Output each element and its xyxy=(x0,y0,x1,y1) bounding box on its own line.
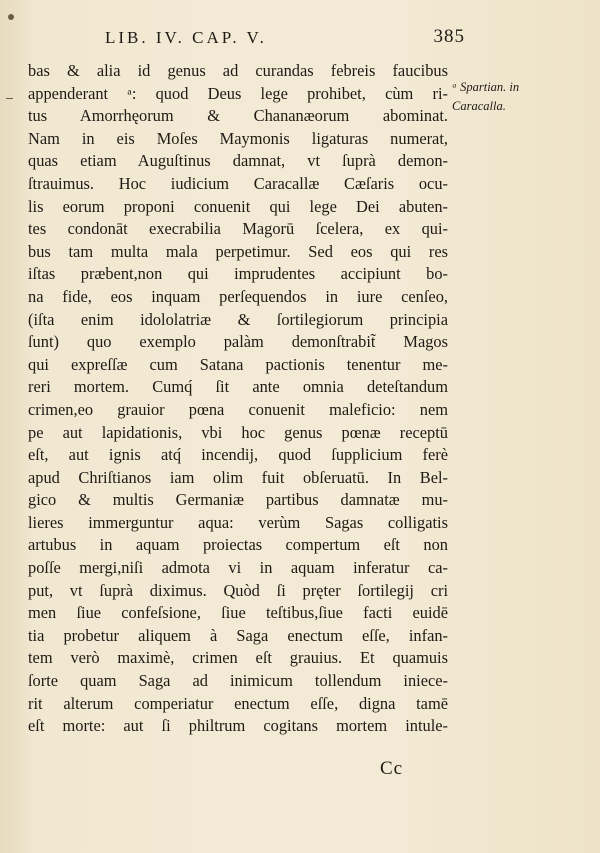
text-line: men ſiue confeſsione, ſiue teſtibus,ſiue facti euidē xyxy=(28,603,448,623)
text-line: bas & alia id genus ad curandas febreis faucibus xyxy=(28,61,448,80)
page-edge-mark xyxy=(8,14,14,20)
text-line: lis eorum proponi conuenit qui lege Dei abuten- xyxy=(28,196,448,216)
running-title: LIB. IV. CAP. V. xyxy=(105,28,267,47)
text-line: gico & multis Germaniæ partibus damnatæ mu- xyxy=(28,490,448,510)
text-line: tus Amorrhęorum & Chananæorum abominat. xyxy=(28,106,448,126)
text-line: eſt, aut ignis atq́ incendij, quod ſupplicium ferè xyxy=(28,445,448,465)
page-number: 385 xyxy=(433,26,465,47)
text-line: tia probetur aliquem à Saga enectum eſſe, infan- xyxy=(28,625,448,645)
text-line: put, vt ſuprà diximus. Quòd ſi pręter ſortilegij cri xyxy=(28,580,448,600)
text-line: tem verò maximè, crimen eſt grauius. Et quamuis xyxy=(28,648,448,668)
text-line: Nam in eis Moſes Maymonis ligaturas numerat, xyxy=(28,128,448,148)
catchword: Cc xyxy=(380,758,404,779)
text-line: tes condonāt execrabilia Magorū ſcelera, ex qui- xyxy=(28,219,448,239)
text-line: na fide, eos inquam perſequendos in iure cenſeo, xyxy=(28,286,448,306)
text-line: appenderant ᵃ: quod Deus lege prohibet, cùm ri- xyxy=(28,83,448,103)
text-line: crimen,eo grauior pœna conuenit maleficio: nem xyxy=(28,399,448,419)
text-line: ſunt) quo exemplo palàm demonſtrabit̃ Magos xyxy=(28,332,448,352)
text-line: apud Chriſtianos iam olim fuit obſeruatū. In Bel- xyxy=(28,467,448,487)
text-line: pe aut lapidationis, vbi hoc genus pœnæ receptū xyxy=(28,422,448,442)
text-line: quas etiam Auguſtinus damnat, vt ſuprà demon- xyxy=(28,151,448,171)
marginal-note-line: ᵃ Spartian. in xyxy=(452,80,520,94)
text-line: bus tam multa mala perpetimur. Sed eos qui res xyxy=(28,241,448,261)
text-line: qui expreſſæ cum Satana pactionis tenentur me- xyxy=(28,354,448,374)
text-line: reri mortem. Cumq́ ſit ante omnia deteſtandum xyxy=(28,377,448,397)
text-line: poſſe mergi,niſi admota vi in aquam inferatur ca- xyxy=(28,558,448,578)
marginal-note-line: Caracalla. xyxy=(452,99,506,113)
text-line: iſtas præbent,non qui imprudentes accipiunt bo- xyxy=(28,264,448,284)
text-line: rit alterum comperiatur enectum eſſe, digna tamē xyxy=(28,693,448,713)
body-text xyxy=(28,60,448,738)
page-header xyxy=(105,28,465,52)
text-line: (iſta enim idololatriæ & ſortilegiorum principia xyxy=(28,309,448,329)
text-line: lieres immerguntur aqua: verùm Sagas colligatis xyxy=(28,512,448,532)
text-line: eſt morte: aut ſi philtrum cogitans mortem intule- xyxy=(28,716,448,736)
text-line: ſorte quam Saga ad inimicum tollendum iniece- xyxy=(28,671,448,691)
marginal-note xyxy=(452,78,582,116)
text-line: artubus in aquam proiectas compertum eſt non xyxy=(28,535,448,555)
page-edge-tick xyxy=(6,98,13,99)
text-line: ſtrauimus. Hoc iudicium Caracallæ Cæſaris ocu- xyxy=(28,173,448,193)
